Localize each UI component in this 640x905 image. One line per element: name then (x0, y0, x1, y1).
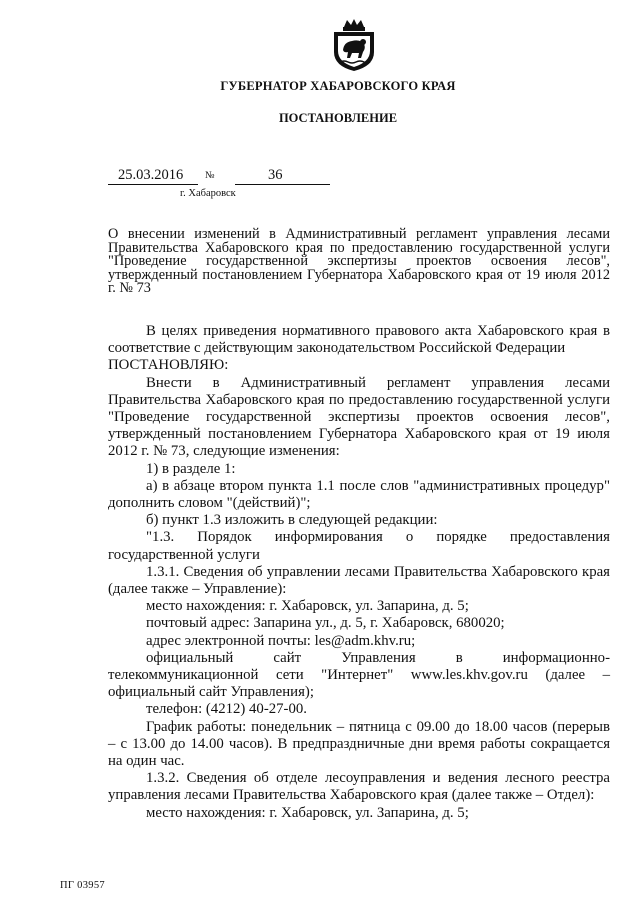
body-paragraph: В целях приведения нормативного правового акта Хабаровского края в соответствие с действующим законодательством Российской Федерации (108, 323, 610, 357)
body-paragraph: "1.3. Порядок информирования о порядке предоставления государственной услуги (108, 529, 610, 563)
body-paragraph: почтовый адрес: Запарина ул., д. 5, г. Хабаровск, 680020; (146, 615, 505, 632)
document-body (108, 323, 610, 822)
body-paragraph: График работы: понедельник – пятница с 09.00 до 18.00 часов (перерыв – с 13.00 до 14.00 часов). В предпраздничные дни время работы сокращается на один час. (108, 718, 610, 770)
body-paragraph: место нахождения: г. Хабаровск, ул. Запарина, д. 5; (146, 598, 469, 615)
body-paragraph: место нахождения: г. Хабаровск, ул. Запарина, д. 5; (146, 804, 469, 821)
document-date: 25.03.2016 (118, 167, 184, 183)
body-paragraph: Внести в Административный регламент управления лесами Правительства Хабаровского края по предоставлению государственной услуги "Проведение государственной экспертизы проектов освоения лесов", утвержденный постановлением Губернатора Хабаровского края от 19 июля 2012 г. № 73, следующие изменения: (108, 374, 610, 460)
document-number: 36 (268, 167, 283, 183)
body-paragraph: официальный сайт Управления в информационно-телекоммуникационной сети "Интернет" www.les.khv.gov.ru (далее – официальный сайт Управления); (108, 649, 610, 701)
document-type-title: ПОСТАНОВЛЕНИЕ (278, 111, 398, 125)
body-paragraph: телефон: (4212) 40-27-00. (146, 701, 307, 718)
body-paragraph: 1.3.1. Сведения об управлении лесами Правительства Хабаровского края (далее также – Управление): (108, 563, 610, 598)
document-subject: О внесении изменений в Административный регламент управления лесами Правительства Хабаровского края по предоставлению государственной услуги "Проведение государственной экспертизы проектов освоения лесов", утвержденный постановлением Губернатора Хабаровского края от 19 июля 2012 г. № 73 (108, 226, 610, 297)
date-underline (108, 184, 198, 185)
footer-code: ПГ 03957 (60, 880, 105, 891)
number-sign: № (205, 170, 215, 181)
coat-of-arms-icon (328, 18, 380, 72)
office-title: ГУБЕРНАТОР ХАБАРОВСКОГО КРАЯ (220, 79, 456, 93)
body-paragraph: ПОСТАНОВЛЯЮ: (108, 357, 229, 374)
number-underline (235, 184, 330, 185)
body-paragraph: адрес электронной почты: les@adm.khv.ru; (146, 632, 416, 649)
body-paragraph: а) в абзаце втором пункта 1.1 после слов "административных процедур" дополнить словом "(действий)"; (108, 477, 610, 512)
body-paragraph: б) пункт 1.3 изложить в следующей редакции: (146, 512, 438, 529)
document-city: г. Хабаровск (180, 188, 236, 199)
body-paragraph: 1) в разделе 1: (146, 460, 236, 477)
body-paragraph: 1.3.2. Сведения об отделе лесоуправления и ведения лесного реестра управления лесами Правительства Хабаровского края (далее также – Отдел): (108, 770, 610, 804)
